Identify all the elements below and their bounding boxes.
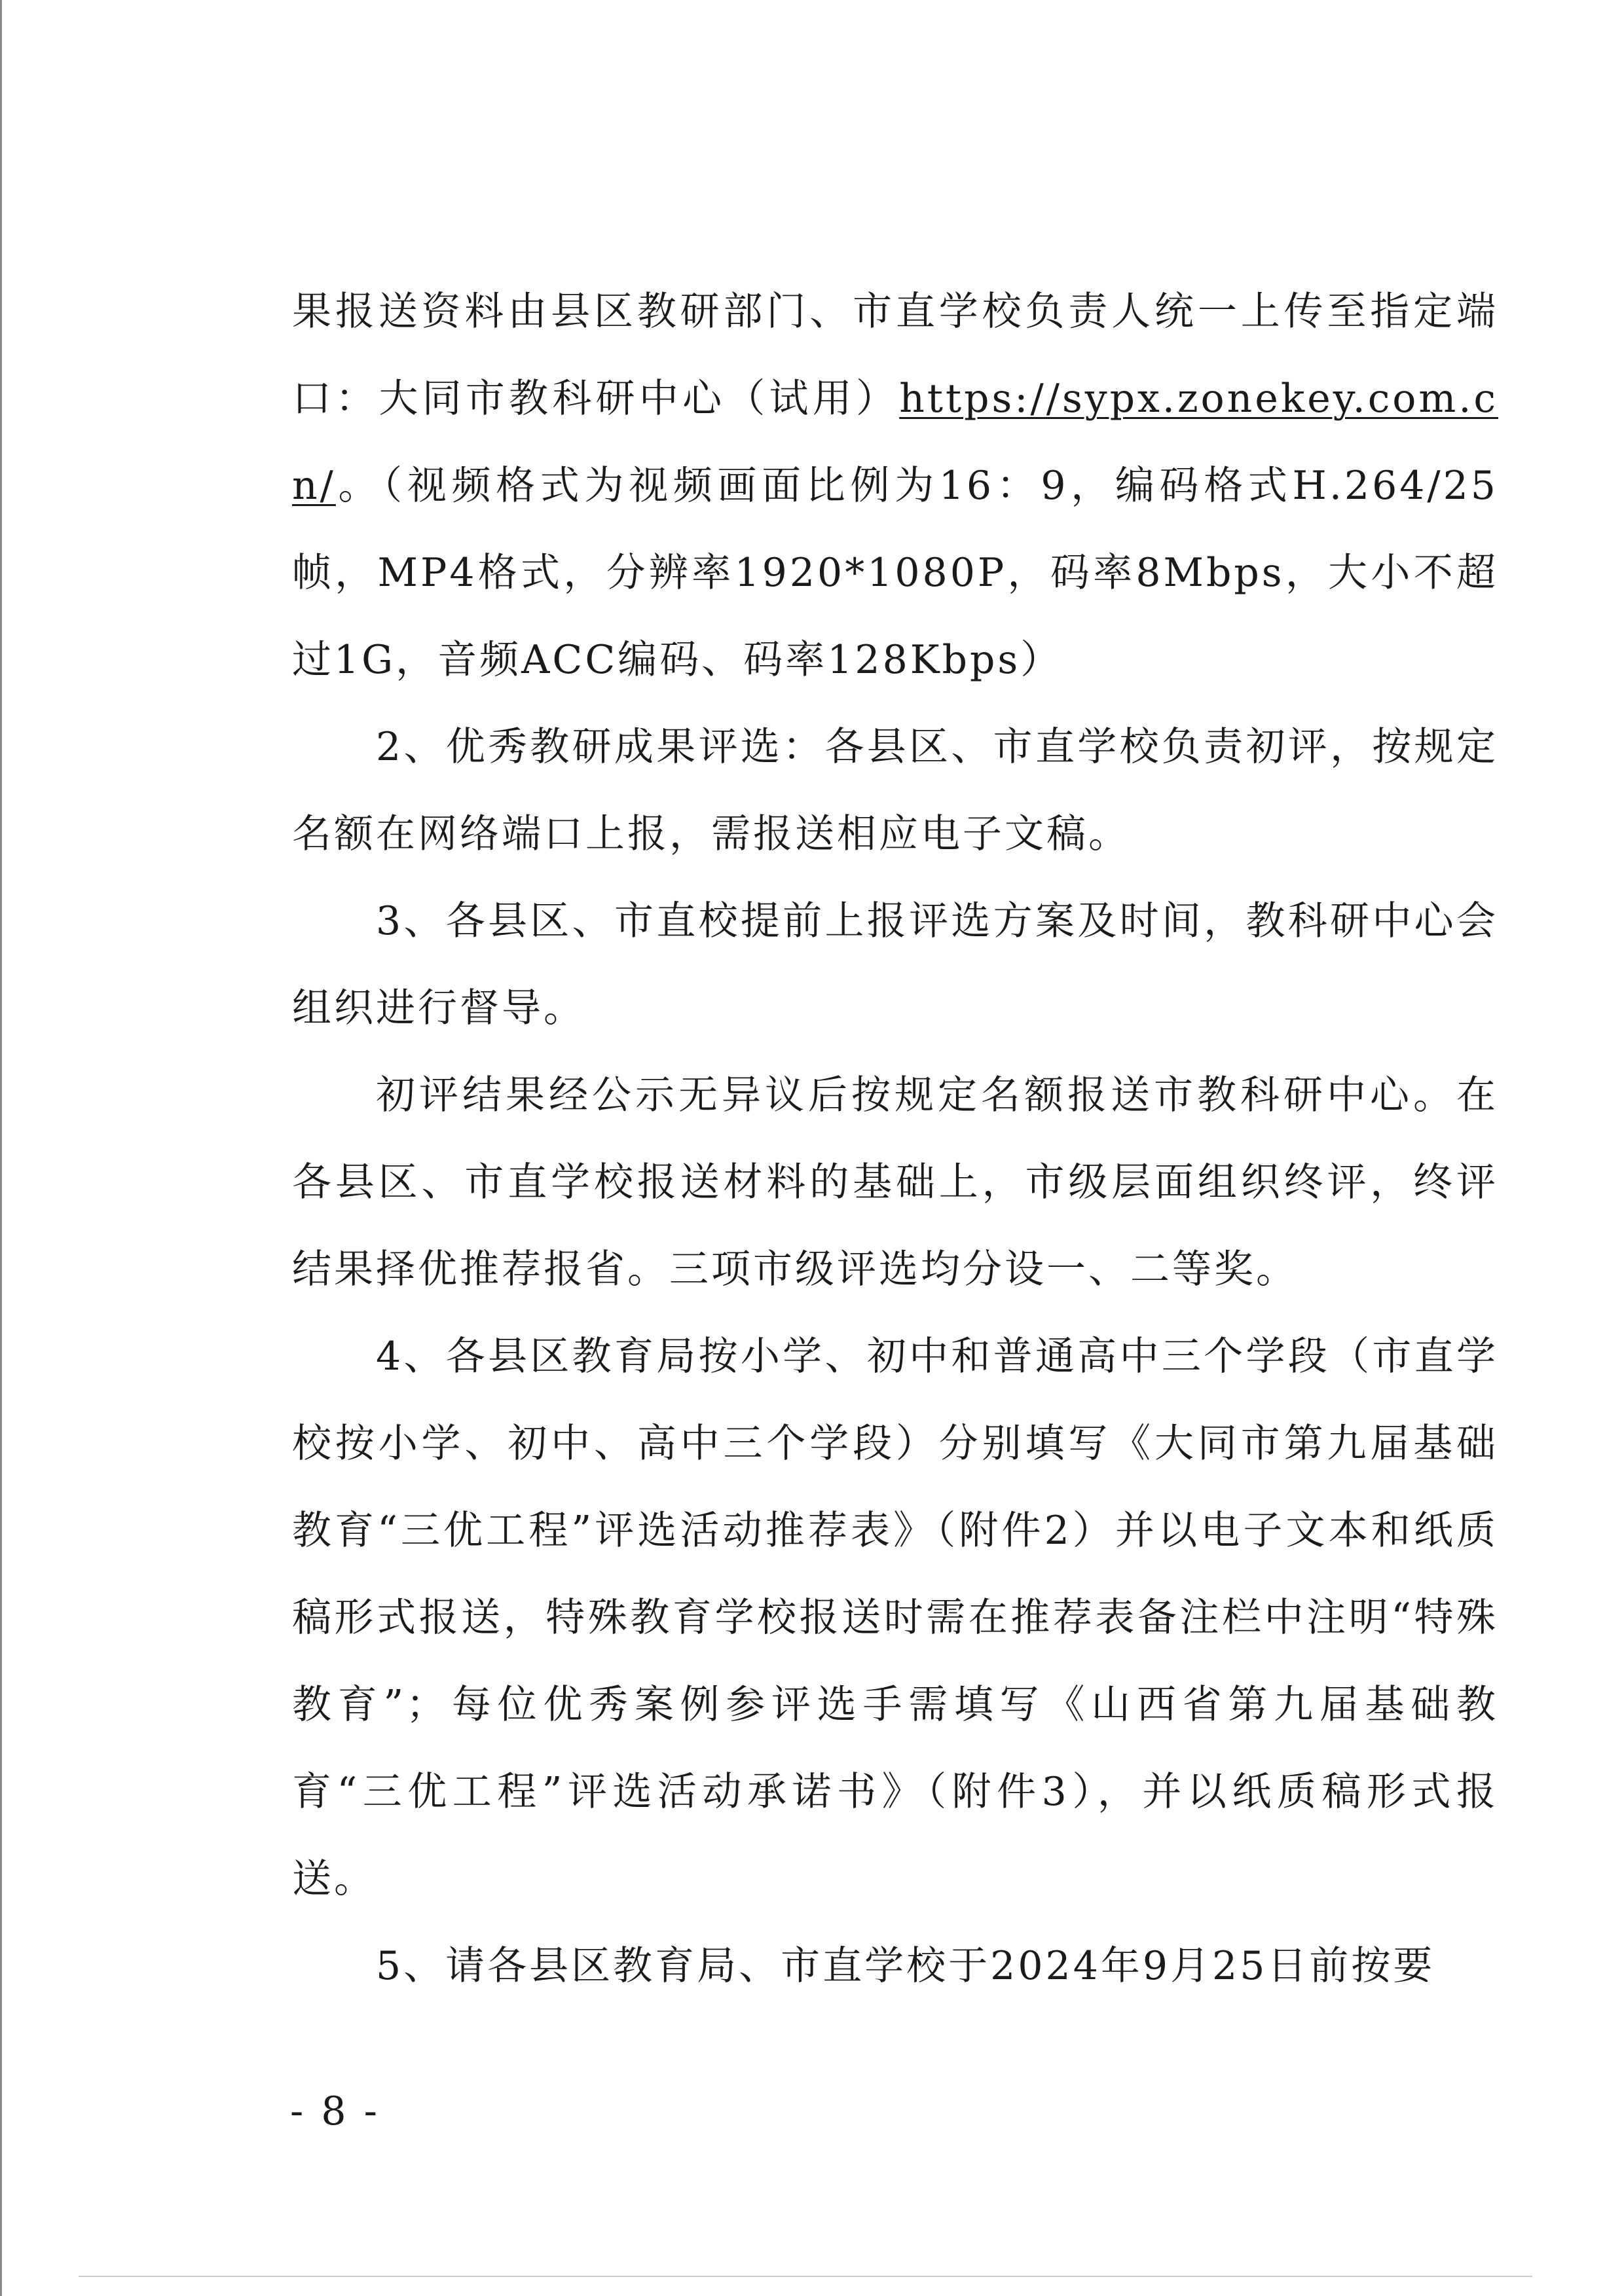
paragraph-6: 5、请各县区教育局、市直学校于2024年9月25日前按要	[376, 1943, 1435, 1989]
paragraph-5: 4、各县区教育局按小学、初中和普通高中三个学段（市直学校按小学、初中、高中三个学段）分别填写《大同市第九届基础教育“三优工程”评选活动推荐表》（附件2）并以电子文本和纸质稿形式报送，特殊教育学校报送时需在推荐表备注栏中注明“特殊教育”；每位优秀案例参评选手需填写《山西省第九届基础教育“三优工程”评选活动承诺书》（附件3），并以纸质稿形式报送。	[292, 1334, 1498, 1902]
upload-portal-link[interactable]: https://sypx.zonekey.com.cn/	[292, 376, 1498, 509]
document-body	[292, 268, 1498, 2010]
paragraph-1-text-b: 。（视频格式为视频画面比例为16：9，编码格式H.264/25帧，MP4格式，分辨率1920*1080P，码率8Mbps，大小不超过1G，音频ACC编码、码率128Kbps）	[292, 463, 1498, 683]
paragraph-2: 2、优秀教研成果评选：各县区、市直学校负责初评，按规定名额在网络端口上报，需报送相应电子文稿。	[292, 724, 1498, 857]
paragraph-1-text-a: 果报送资料由县区教研部门、市直学校负责人统一上传至指定端口：大同市教科研中心（试用）	[292, 289, 1498, 422]
paragraph-1-continuation	[292, 268, 1498, 704]
paragraph-4: 初评结果经公示无异议后按规定名额报送市教科研中心。在各县区、市直学校报送材料的基础上，市级层面组织终评，终评结果择优推荐报省。三项市级评选均分设一、二等奖。	[292, 1072, 1498, 1292]
page-edge-line	[0, 0, 2, 2296]
paragraph-3: 3、各县区、市直校提前上报评选方案及时间，教科研中心会组织进行督导。	[292, 898, 1498, 1031]
page-bottom-edge	[79, 2276, 1532, 2277]
page-number: - 8 -	[290, 2088, 380, 2134]
